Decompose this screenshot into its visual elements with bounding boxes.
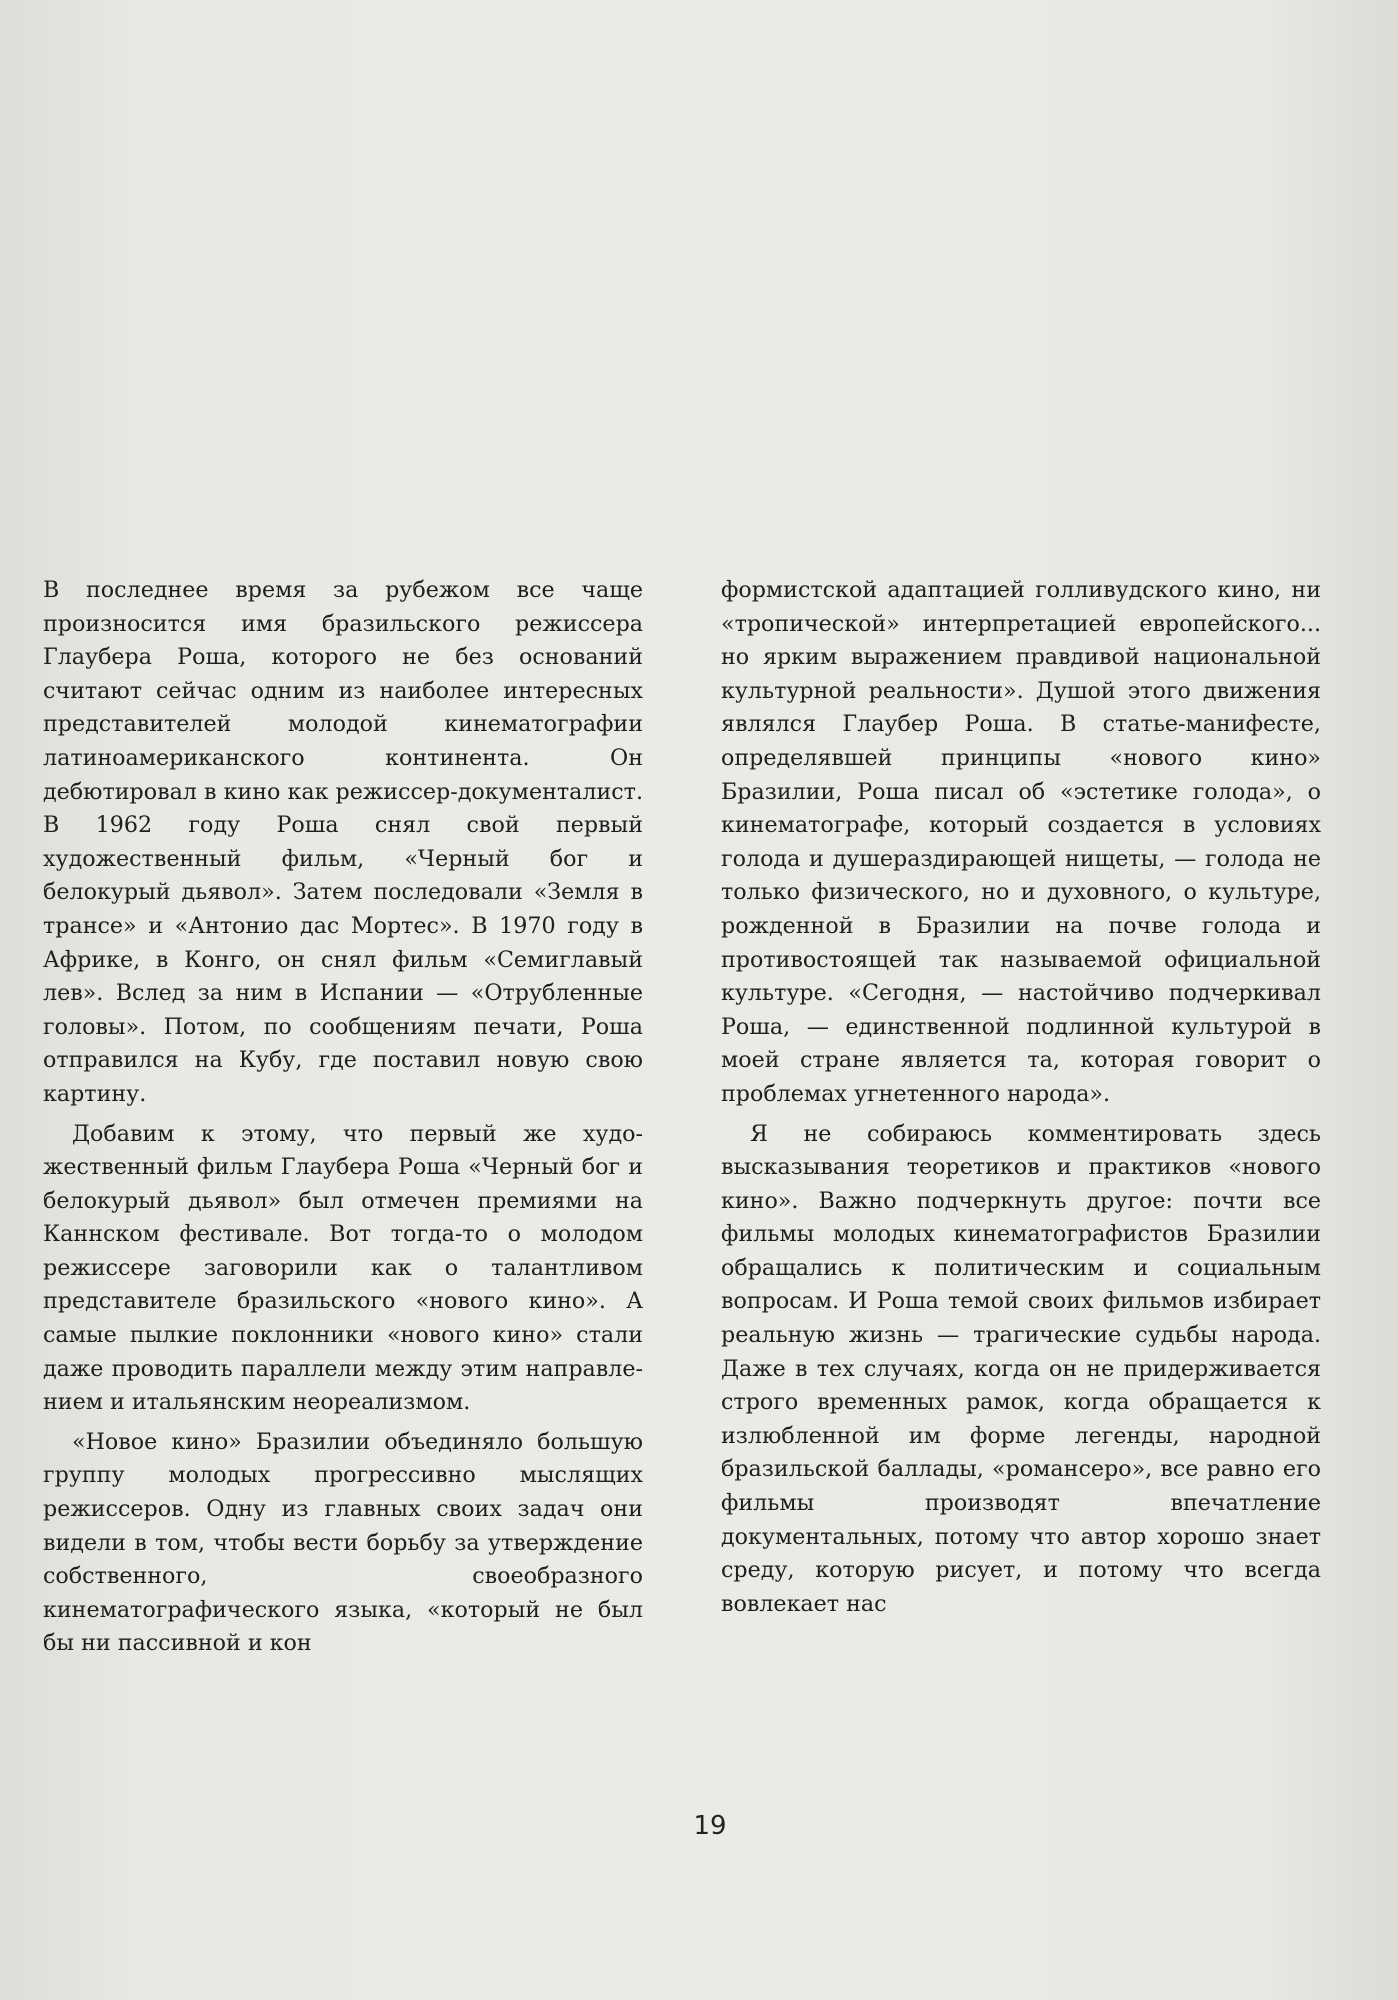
page-number: 19 — [693, 1811, 727, 1841]
left-paragraph-3: «Новое кино» Бразилии объединяло большую группу молодых прогрессивно мыслящих режиссеров. Одну из главных своих задач они видели в том, чтобы вести борьбу за утверждение собственного, своеобразного кинематографического языка, «который не был бы ни пассивной и кон — [43, 1428, 643, 1657]
left-paragraph-2: Добавим к этому, что первый же художественный фильм Глаубера Роша «Черный бог и белокурый дьявол» был отмечен премиями на Каннском фестивале. Вот тогда-то о молодом режиссере заговорили как о талантливом представителе бразильского «нового кино». А самые пылкие поклонники «нового кино» стали даже проводить параллели между этим направлением и итальянским неореализмом. — [43, 1120, 643, 1416]
right-paragraph-2: Я не собираюсь комментировать здесь высказывания теоретиков и практиков «нового кино». Важно подчеркнуть другое: почти все фильмы молодых кинематографистов Бразилии обращались к политическим и социальным вопросам. И Роша темой своих фильмов избирает реальную жизнь — трагические судьбы народа. Даже в тех случаях, когда он не придерживается строго временных рамок, когда обращается к излюбленной им форме легенды, народной бразильской баллады, «романсеро», все равно его фильмы производят впечатление документальных, потому что автор хорошо знает среду, которую рисует, и потому что всегда вовлекает нас — [721, 1120, 1321, 1617]
left-column — [43, 574, 643, 1667]
right-column — [721, 574, 1321, 1627]
right-paragraph-1: формистской адаптацией голливудского кино, ни «тропической» интерпретацией европейского... но ярким выражением правдивой национальной культурной реальности». Душой этого движения являлся Глаубер Роша. В статье-манифесте, определявшей принципы «нового кино» Бразилии, Роша писал об «эстетике голода», о кинематографе, который создается в условиях голода и душераздирающей нищеты, — голода не только физического, но и духовного, о культуре, рожденной в Бразилии на почве голода и противостоящей так называемой официальной культуре. «Сегодня, — настойчиво подчеркивал Роша, — единственной подлинной культурой в моей стране является та, которая говорит о проблемах угнетенного народа». — [721, 577, 1321, 1107]
left-paragraph-1: В последнее время за рубежом все чаще произносится имя бразильского режиссера Глаубера Роша, которого не без оснований считают сейчас одним из наиболее интересных представителей молодой кинематографии латиноамериканского континента. Он дебютировал в кино как режиссер-документалист. В 1962 году Роша снял свой первый художественный фильм, «Черный бог и белокурый дьявол». Затем последовали «Земля в трансе» и «Антонио дас Мортес». В 1970 году в Африке, в Конго, он снял фильм «Семиглавый лев». Вслед за ним в Испании — «Отрубленные головы». Потом, по сообщениям печати, Роша отправился на Кубу, где поставил новую свою картину. — [43, 577, 643, 1107]
